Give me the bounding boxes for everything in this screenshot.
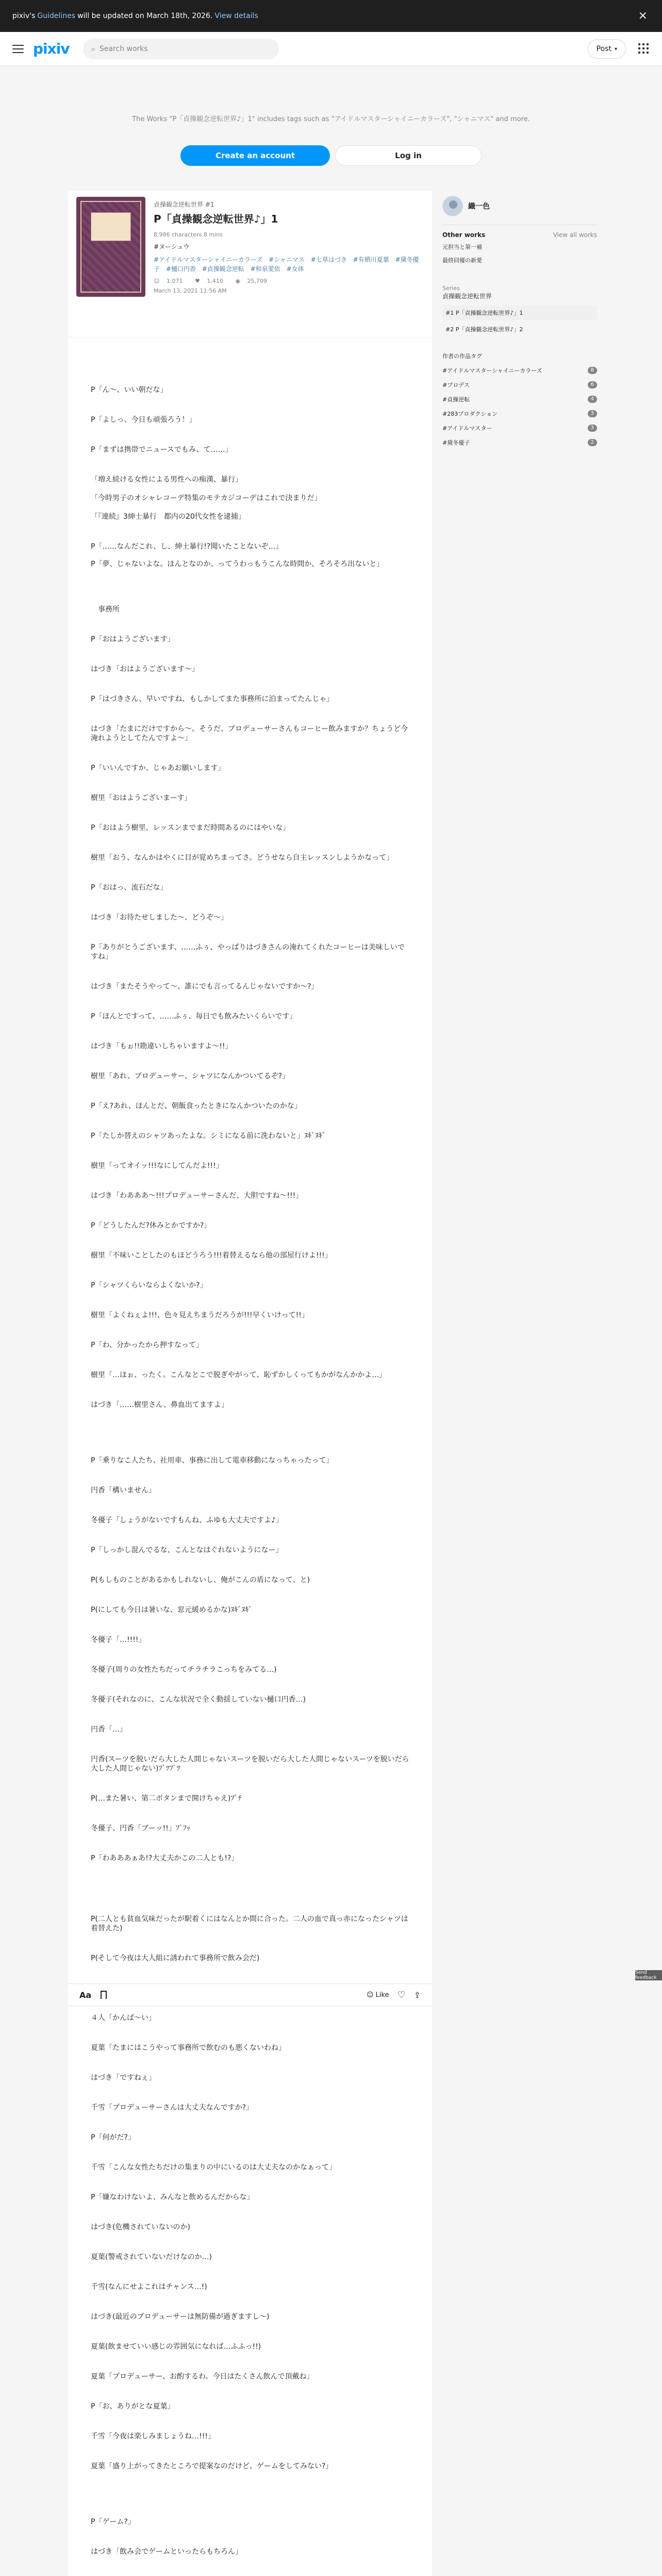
novel-paragraph: はづき「お待たせしました〜、どうぞ〜」 [91, 913, 228, 922]
font-settings-button[interactable]: Aa [79, 1990, 92, 2000]
novel-paragraph: 千雪「プロデューサーさんは大丈夫なんですか?」 [91, 2104, 254, 2112]
novel-paragraph: 樹里「おはようございまーす」 [91, 794, 192, 802]
author-tags [442, 352, 597, 447]
novel-paragraph: 千雪「こんな女性たちだけの集まりの中にいるのは大丈夫なのかなぁって」 [91, 2163, 336, 2172]
tag-link[interactable]: #和泉愛依 [250, 265, 280, 273]
tag-link[interactable]: #七草はづき [310, 256, 347, 263]
post-button[interactable] [588, 39, 626, 59]
novel-paragraph: P(二人とも貧血気味だったが駅着くにはなんとか間に合った。二人の血で真っ赤になったシャツは着替えた) [91, 1915, 408, 1933]
bookmark-icon[interactable] [101, 1991, 107, 1999]
novel-paragraph: 冬優子「しょうがないですもんね、ふゆも大丈夫ですよ♪」 [91, 1516, 283, 1524]
novel-paragraph: P「夢、じゃないよな。ほんとなのか、ってうわっもうこんな時間か、そろそろ出ないと」 [91, 560, 384, 568]
notice-banner [0, 0, 662, 32]
novel-paragraph: 冬優子(それなのに、こんな状況で全く動揺していない樋口円香…) [91, 1696, 306, 1704]
upload-date: March 13, 2021 11:56 AM [154, 287, 227, 294]
work-title: P「貞操観念逆転世界♪」1 [154, 213, 278, 225]
view-count: ◉ 25,709 [235, 278, 267, 284]
reader-toolbar [68, 1984, 432, 2006]
promo-text: The Works "P「貞操観念逆転世界♪」1" includes tags such as "アイドルマスターシャイニーカラーズ", "シャニマス" and more. [132, 115, 530, 123]
series-title[interactable]: 貞操観念逆転世界 [442, 293, 492, 300]
author-block[interactable] [442, 191, 597, 222]
novel-paragraph: 樹里「よくねぇよ!!!、色々見えちまうだろうが!!!早くいけって!!」 [91, 1311, 309, 1319]
tag-link[interactable]: #有栖川夏葉 [353, 256, 389, 263]
author-tag-item[interactable]: #黛冬優子 2 [442, 438, 597, 447]
work-header [76, 197, 424, 320]
top-navigation [0, 32, 662, 66]
other-work-item[interactable]: 最終回優の新愛 [442, 257, 482, 264]
share-icon[interactable]: ⇪ [413, 1990, 421, 2000]
sidebar [442, 191, 597, 453]
novel-paragraph: はづき(危機されていないのか) [91, 2223, 190, 2231]
author-tag-item[interactable]: #アイドルマスターシャイニーカラーズ 8 [442, 366, 597, 375]
novel-paragraph: P「お、ありがとな夏葉」 [91, 2402, 175, 2411]
reading-meta: 8,986 characters 8 mins [154, 231, 223, 238]
like-button[interactable]: ☺ Like [366, 1991, 389, 1999]
novel-paragraph: P「ん〜、いい朝だな」 [91, 386, 168, 394]
novel-paragraph: P「ゲーム?」 [91, 2518, 135, 2526]
banner-text-before: pixiv's [12, 12, 36, 20]
series-item[interactable]: #2 P「貞操観念逆転世界♪」2 [445, 326, 523, 333]
novel-paragraph: P「……なんだこれ、し、紳士暴行!?聞いたことないぞ…」 [91, 543, 283, 551]
novel-paragraph: P「いいんですか、じゃあお願いします」 [91, 764, 225, 772]
novel-paragraph: P(そして今夜は大人組に誘われて事務所で飲み会だ) [91, 1954, 260, 1962]
novel-paragraph: 円香(スーツを脱いだら大した人間じゃないスーツを脱いだら大した人間じゃないスーツを脱いだら大した人間じゃない)ﾌﾞﾂﾌﾞﾂ [91, 1755, 409, 1773]
novel-paragraph: はづき(最近のプロデューサーは無防備が過ぎますし〜) [91, 2313, 270, 2321]
novel-paragraph: P「おはようございます」 [91, 635, 175, 643]
novel-paragraph: P「たしか替えのシャツあったよな。シミになる前に洗わないと」ﾇｷﾞﾇｷﾞ [91, 1132, 326, 1140]
novel-paragraph: 樹里「…ほぉ、ったく。こんなとこで脱ぎやがって、恥ずかしくってもかがなんかかよ…」 [91, 1371, 387, 1379]
cover-image[interactable] [76, 197, 145, 297]
novel-paragraph: はづき「……樹里さん、鼻血出てますよ」 [91, 1401, 228, 1409]
author-tag-item[interactable]: #283プロダクション 3 [442, 410, 597, 418]
novel-paragraph: P「よしっ、今日も頑張ろう！」 [91, 416, 196, 424]
novel-paragraph: P「おはよう樹里、レッスンまでまだ時間あるのにはやいな」 [91, 824, 290, 832]
tag-list [154, 255, 422, 274]
novel-paragraph: 円香「…」 [91, 1725, 127, 1734]
eye-icon: ◉ [235, 278, 240, 284]
novel-paragraph: 事務所 [91, 605, 120, 614]
series-label: Series [442, 285, 460, 292]
reader-actions [367, 1990, 421, 2001]
novel-paragraph: 夏葉(飲ませていい感じの雰囲気になれば…ふふっ!!) [91, 2343, 261, 2351]
novel-paragraph: P「え?あれ、ほんとだ、朝飯食ったときになんかついたのかな」 [91, 1102, 302, 1110]
novel-paragraph: はづき「飲み会でゲームといったらもちろん」 [91, 2548, 242, 2556]
novel-paragraph: P「嫌なわけないよ、みんなと飲めるんだからな」 [91, 2193, 254, 2201]
work-stats [154, 278, 422, 284]
tag-link[interactable]: #シャニマス [269, 256, 305, 263]
novel-paragraph: はづき「またそうやって〜、誰にでも言ってるんじゃないですか〜?」 [91, 982, 319, 991]
tag-link[interactable]: #貞操観念逆転 [202, 265, 244, 273]
novel-paragraph: 千雪「今夜は楽しみましょうね…!!!」 [91, 2432, 215, 2441]
tag-link[interactable]: #樋口円香 [166, 265, 196, 273]
novel-paragraph: P「まずは携帯でニュースでもみ、て……」 [91, 446, 233, 454]
apps-grid-icon[interactable] [638, 43, 649, 54]
novel-paragraph: 樹里「あれ、プロデューサー、シャツになんかついてるぞ?」 [91, 1072, 290, 1080]
novel-paragraph: 夏葉(警戒されていないだけなのか…) [91, 2253, 212, 2261]
novel-paragraph: 樹里「不味いことしたのもほどうろう!!!着替えるなら他の部屋行けよ!!!」 [91, 1251, 332, 1260]
tag-link[interactable]: #女体 [286, 265, 304, 273]
feedback-button[interactable]: Send feedback [635, 1970, 662, 1980]
avatar[interactable] [442, 196, 463, 216]
novel-paragraph: 冬優子(周りの女性たちだってチラチラこっちをみてる…) [91, 1666, 277, 1674]
novel-paragraph: はづき「おはようございます〜」 [91, 665, 199, 673]
post-label: Post [596, 45, 611, 53]
novel-paragraph: はづき「もぉ!!勘違いしちゃいますよ〜!!」 [91, 1042, 233, 1050]
other-work-item[interactable]: 元担当と第一補 [442, 244, 482, 250]
novel-paragraph: P「わあああぁあ!?大丈夫かこの二人とも!?」 [91, 1854, 239, 1862]
heart-icon[interactable]: ♡ [397, 1989, 406, 2001]
other-works-label: Other works [442, 231, 486, 239]
series-link[interactable]: 貞操観念逆転世界 #1 [154, 201, 214, 208]
view-details-link[interactable]: View details [214, 12, 258, 20]
novel-paragraph: 冬優子、円香「ブーッ!!」ﾌﾞﾌｯ [91, 1824, 190, 1833]
author-tags-header: 作者の作品タグ [442, 353, 482, 360]
author-tag-item[interactable]: #貞操逆転 4 [442, 395, 597, 403]
search-placeholder: Search works [99, 44, 148, 53]
view-all-link[interactable]: View all works [553, 231, 597, 239]
novel-paragraph: P「おはっ、流石だな」 [91, 884, 168, 892]
tag-link[interactable]: #黛冬優子 [154, 256, 419, 273]
banner-text-middle: will be updated on March 18th, 2026. [77, 12, 213, 20]
novel-paragraph: P(…また暑い、第二ボタンまで開けちゃえ)ﾌﾟﾁ [91, 1794, 242, 1803]
heart-icon: ♥ [194, 278, 200, 284]
novel-paragraph: 樹里「ってオイッ!!!なにしてんだよ!!!」 [91, 1162, 223, 1170]
novel-paragraph: P「はづきさん、早いですね、もしかしてまた事務所に泊まってたんじゃ」 [91, 695, 334, 703]
novel-paragraph: P「ほんとですって、……ふぅ、毎日でも飲みたいくらいです」 [91, 1012, 297, 1021]
novel-paragraph: P「どうしたんだ?休みとかですか?」 [91, 1222, 211, 1230]
novel-paragraph: P(もしものことがあるかもしれないし、俺がこんの盾になって、と) [91, 1576, 310, 1584]
novel-body [91, 385, 410, 2576]
series-item-current[interactable]: #1 P「貞操観念逆転世界♪」1 [442, 306, 597, 320]
smile-icon: ☺ [154, 278, 160, 284]
novel-main [68, 191, 432, 2576]
novel-paragraph: P「しっかし混んでるな、こんとなはぐれないようになー」 [91, 1546, 283, 1554]
novel-paragraph: 円香「構いません」 [91, 1486, 156, 1495]
novel-paragraph: 夏葉「プロデューサー、お酌するわ。今日はたくさん飲んで頂戴ね」 [91, 2372, 314, 2381]
menu-icon[interactable] [12, 45, 24, 53]
novel-paragraph: P「シャツくらいならよくないか?」 [91, 1281, 207, 1290]
novel-paragraph: 千雪(なんにせよこれはチャンス…!) [91, 2283, 207, 2291]
signup-promo [0, 66, 662, 174]
author-tag-item[interactable]: #アイドルマスター 3 [442, 424, 597, 432]
author-tag-item[interactable]: #プロデス 6 [442, 381, 597, 389]
novel-paragraph: 夏葉「盛り上がってきたところで提案なのだけど、ゲームをしてみない?」 [91, 2462, 333, 2470]
other-works-header [442, 231, 597, 239]
novel-paragraph: P「乗りなこ人たち、社用車、事務に出して電車移動になっちゃったって」 [91, 1456, 334, 1465]
tag-link[interactable]: #アイドルマスターシャイニーカラーズ [154, 256, 263, 263]
like-count: ☺ 1,071 [154, 278, 183, 284]
series-box [442, 285, 597, 336]
novel-paragraph: はづき「わあああ〜!!!プロデューサーさんだ、大胆ですね〜!!!」 [91, 1192, 303, 1200]
login-button[interactable]: Log in [335, 145, 482, 166]
close-icon[interactable]: × [638, 9, 648, 22]
work-caption: #ヌーシュウ [154, 243, 190, 250]
novel-paragraph: P「ありがとうございます、……ふぅ、やっぱりはづきさんの淹れてくれたコーヒーは美味しいですね」 [91, 943, 405, 961]
novel-paragraph: ４人「かんぱ〜い」 [91, 2014, 156, 2022]
author-name[interactable]: 織一色 [468, 202, 490, 211]
novel-paragraph: 「増え続ける女性による男性への痴漢、暴行」 「今時男子のオシャレコーデ特集のモテカジコーデはこれで決まりだ」 「『連続』3紳士暴行 都内の20代女性を逮捕」 [91, 476, 322, 521]
chevron-down-icon: ▾ [614, 46, 617, 52]
smile-icon: ☺ [366, 1991, 374, 1999]
search-icon: ⌕ [91, 44, 95, 54]
search-input[interactable] [83, 39, 279, 59]
novel-paragraph: P(にしても今日は暑いな、窓元緩めるかな)ﾇｷﾞﾇｷﾞ [91, 1606, 253, 1614]
novel-paragraph: P「わ、分かったから押すなって」 [91, 1341, 203, 1349]
guidelines-link[interactable]: Guidelines [37, 12, 76, 20]
pixiv-logo[interactable]: pixiv [33, 40, 70, 57]
bookmark-count: ♥ 1,410 [194, 278, 223, 284]
novel-paragraph: はづき「ですねぇ」 [91, 2074, 156, 2082]
novel-paragraph: 夏葉「たまにはこうやって事務所で飲むのも悪くないわね」 [91, 2044, 286, 2052]
novel-paragraph: 樹里「おう、なんかはやくに目が覚めちまってさ。どうせなら自主レッスンしようかなって」 [91, 854, 394, 862]
novel-paragraph: はづき「たまにだけですから〜。そうだ、プロデューサーさんもコーヒー飲みますか？ちょうど今淹れようとしてたんですよ〜」 [91, 725, 408, 742]
novel-paragraph: 冬優子「…!!!!」 [91, 1636, 146, 1644]
novel-paragraph: P「何がだ?」 [91, 2133, 135, 2142]
create-account-button[interactable]: Create an account [180, 145, 330, 166]
work-info [154, 200, 422, 294]
